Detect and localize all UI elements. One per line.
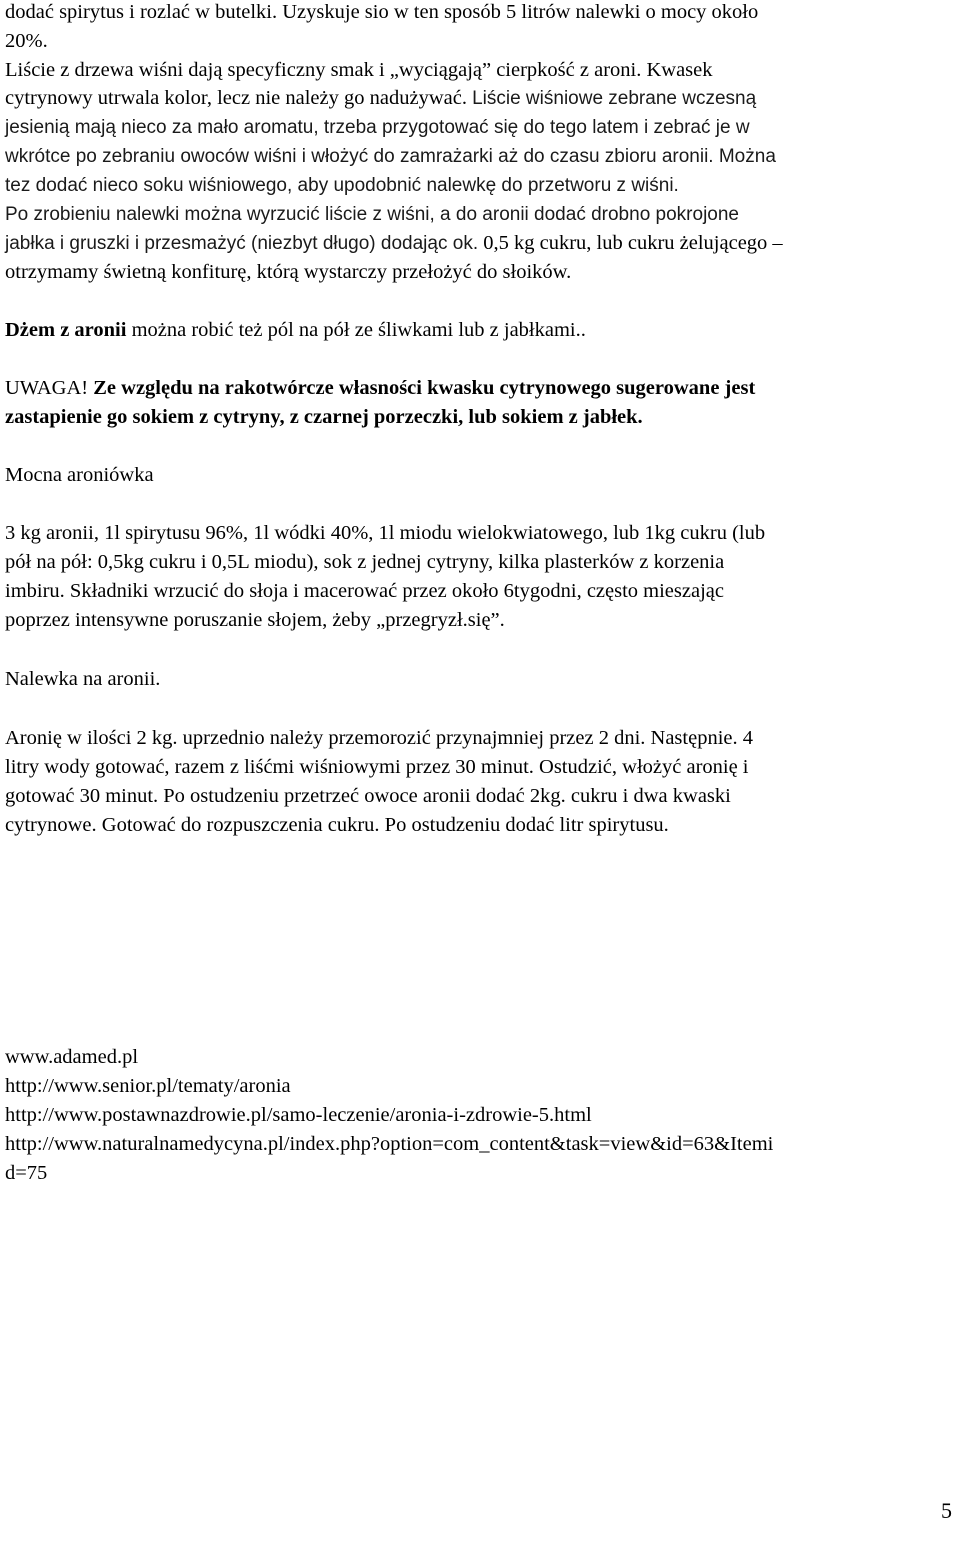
recipe1-line-2: pół na pół: 0,5kg cukru i 0,5L miodu), sok z jednej cytryny, kilka plasterków z korzenia [5,551,725,573]
warning-label: UWAGA! [5,377,89,399]
recipe1-line-1: 3 kg aronii, 1l spirytusu 96%, 1l wódki 40%, 1l miodu wielokwiatowego, lub 1kg cukru (lub [5,522,766,544]
recipe2-title: Nalewka na aronii. [5,668,161,690]
intro-line-4-sans: Liście wiśniowe zebrane wczesną [472,88,757,109]
warning-line-1 [5,374,755,403]
intro-line-9 [5,229,783,258]
intro-line-3: Liście z drzewa wiśni dają specyficzny smak i „wyciągają” cierpkość z aroni. Kwasek [5,59,713,81]
recipe1-line-3: imbiru. Składniki wrzucić do słoja i macerować przez około 6tygodni, często mieszając [5,580,724,602]
intro-line-8: Po zrobieniu nalewki można wyrzucić liście z wiśni, a do aronii dodać drobno pokrojone [5,204,739,225]
page-number: 5 [941,1498,952,1523]
source-link: http://www.senior.pl/tematy/aronia [5,1075,291,1097]
intro-line-6-b: Można [718,146,776,167]
intro-line-4-serif: cytrynowy utrwala kolor, lecz nie należy go nadużywać. [5,87,467,109]
intro-line-2: 20%. [5,30,48,52]
intro-line-7: tez dodać nieco soku wiśniowego, aby upodobnić nalewkę do przetworu z wiśni. [5,175,679,196]
recipe1-line-4: poprzez intensywne poruszanie słojem, żeby „przegryzł.się”. [5,609,505,631]
recipe1-title: Mocna aroniówka [5,464,154,486]
intro-line-10: otrzymamy świetną konfiturę, którą wystarczy przełożyć do słoików. [5,261,572,283]
intro-line-9-sans: jabłka i gruszki i przesmażyć (niezbyt długo) dodając ok. [5,233,479,254]
dzem-paragraph [5,316,586,345]
source-link: http://www.postawnazdrowie.pl/samo-leczenie/aronia-i-zdrowie-5.html [5,1104,592,1126]
source-link: www.adamed.pl [5,1046,139,1068]
intro-line-5: jesienią mają nieco za mało aromatu, trzeba przygotować się do tego latem i zebrać je w [5,117,750,138]
recipe2-line-4: cytrynowe. Gotować do rozpuszczenia cukru. Po ostudzeniu dodać litr spirytusu. [5,814,669,836]
intro-line-6-a: wkrótce po zebraniu owoców wiśni i włożyć do zamrażarki aż do czasu zbioru aronii. [5,146,714,167]
dzem-bold-label: Dżem z aronii [5,319,127,341]
warning-text-1: Ze względu na rakotwórcze własności kwasku cytrynowego sugerowane jest [93,377,756,399]
recipe2-line-3: gotować 30 minut. Po ostudzeniu przetrzeć owoce aronii dodać 2kg. cukru i dwa kwaski [5,785,731,807]
intro-line-6 [5,142,776,171]
dzem-text: można robić też pól na pół ze śliwkami lub z jabłkami.. [126,319,586,341]
recipe2-line-1: Aronię w ilości 2 kg. uprzednio należy przemorozić przynajmniej przez 2 dni. Następnie. 4 [5,727,753,749]
source-link: d=75 [5,1162,48,1184]
intro-line-4 [5,84,756,113]
warning-line-2: zastapienie go sokiem z cytryny, z czarnej porzeczki, lub sokiem z jabłek. [5,406,643,428]
source-link: http://www.naturalnamedycyna.pl/index.php?option=com_content&task=view&id=63&Itemi [5,1133,774,1155]
intro-line-1: dodać spirytus i rozlać w butelki. Uzyskuje sio w ten sposób 5 litrów nalewki o mocy około [5,1,759,23]
intro-line-9-serif: 0,5 kg cukru, lub cukru żelującego – [483,232,783,254]
recipe2-line-2: litry wody gotować, razem z liśćmi wiśniowymi przez 30 minut. Ostudzić, włożyć aronię i [5,756,749,778]
